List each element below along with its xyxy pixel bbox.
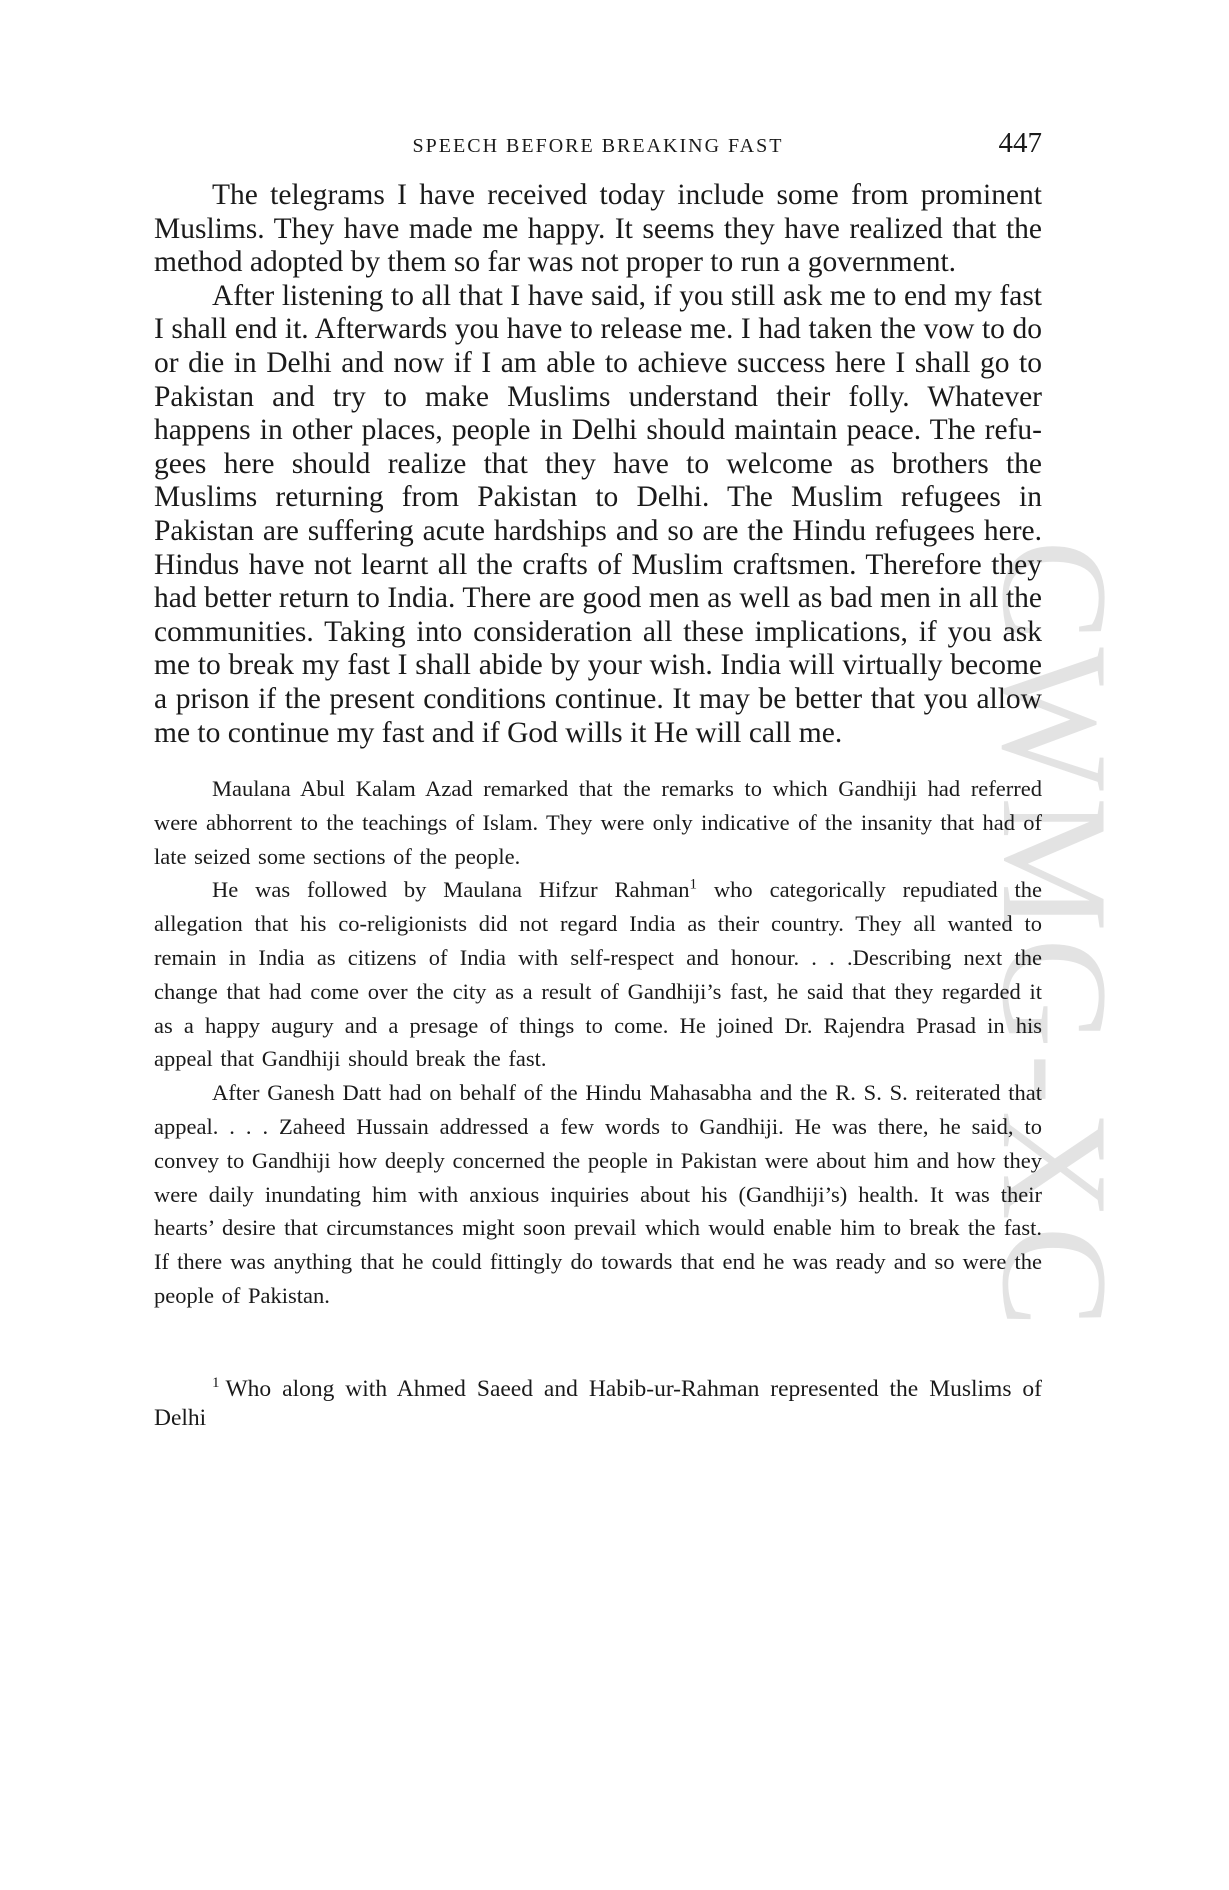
speech-paragraph: After listening to all that I have said, if you still ask me to end my fast I shall end it. Afterwards you have to release me. I had taken the vow to do or die in Delhi and now if I am able to achieve success here I shall go to Pakistan and try to make Muslims understand their folly. Whatever happens in other places, people in Delhi should maintain peace. The refugees here should realize that they have to welcome as brothers the Muslims returning from Pakistan to Delhi. The Muslim refugees in Pakistan are suffering acute hardships and so are the Hindu refugees here. Hindus have not learnt all the crafts of Muslim craftsmen. Therefore they had better return to India. There are good men as well as bad men in all the communities. Taking into consideration all these implications, if you ask me to break my fast I shall abide by your wish. India will virtually become a prison if the present conditions continue. It may be better that you allow me to continue my fast and if God wills it He will call me. [154,279,1042,749]
footnote [154,1375,1042,1433]
footnote-reference: 1 [689,876,698,893]
page-number: 447 [998,127,1042,159]
speech-text [154,179,1042,750]
watermark-text: CWMG-XC [971,540,1139,1334]
running-title: SPEECH BEFORE BREAKING FAST [412,135,784,157]
report-paragraph [154,873,1042,1076]
report-paragraph-start: He was followed by Maulana Hifzur Rahman [212,877,690,903]
speech-paragraph: The telegrams I have received today include some from prominent Muslims. They have made me happy. It seems they have realized that the method adopted by them so far was not proper to run a government. [154,179,1042,279]
report-paragraph-rest: who categorically repudiated the allegation that his co-religionists did not regard India as their country. They all wanted to remain in India as citizens of India with self-respect and honour. . . .Describing next the change that had come over the city as a result of Gandhiji’s fast, he said that they regarded it as a happy augury and a presage of things to come. He joined Dr. Rajendra Prasad in his appeal that Gandhiji should break the fast. [154,877,1042,1072]
report-text [154,772,1042,1313]
report-paragraph: Maulana Abul Kalam Azad remarked that the remarks to which Gandhiji had referred were abhorrent to the teachings of Islam. They were only indicative of the insanity that had of late seized some sections of the people. [154,776,1042,869]
footnote-marker: 1 [212,1375,220,1392]
report-paragraph: After Ganesh Datt had on behalf of the Hindu Mahasabha and the R. S. S. reiterated that appeal. . . . Zaheed Hussain addressed a few words to Gandhiji. He was there, he said, to convey to Gandhiji how deeply concerned the people in Pakistan were about him and how they were daily inundating him with anxious inquiries about his (Gandhiji’s) health. It was their hearts’ desire that circumstances might soon prevail which would enable him to break the fast. If there was anything that he could fittingly do towards that end he was ready and so were the people of Pakistan. [154,1080,1042,1309]
footnote-text: Who along with Ahmed Saeed and Habib-ur-Rahman represented the Muslims of Delhi [154,1375,1042,1431]
page [154,125,1042,1433]
footnotes [154,1375,1042,1433]
running-head [154,125,1042,165]
